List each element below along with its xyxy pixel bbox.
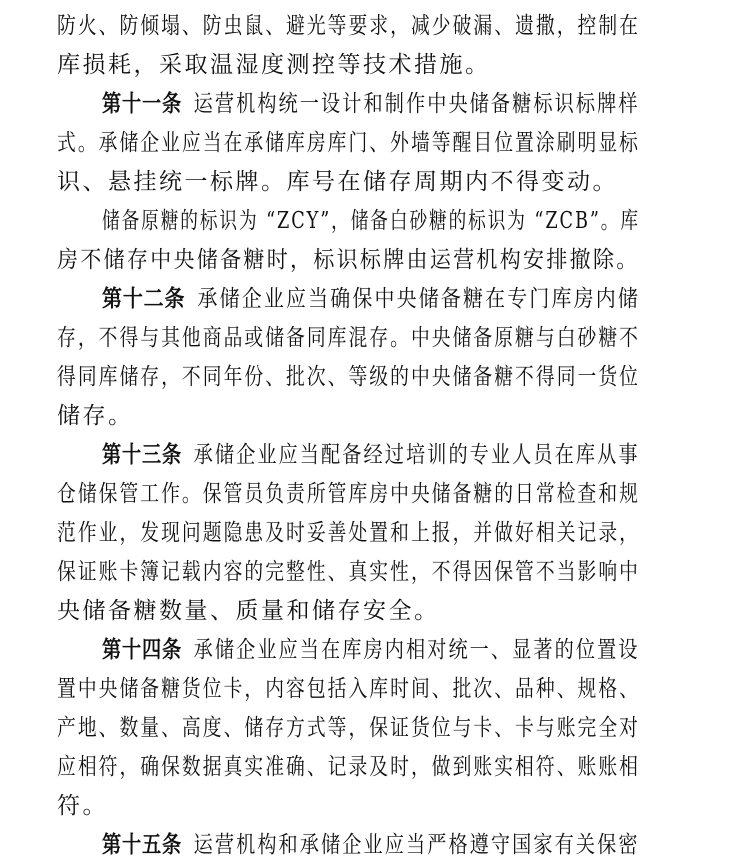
text-segment: 运营机构统一设计和制作中央储备糖标识标牌样 xyxy=(193,91,640,117)
text-segment: 承储企业应当在库房内相对统一、显著的位置设 xyxy=(193,637,640,663)
article-15-label: 第十五条 xyxy=(102,832,182,858)
article-13-line xyxy=(102,437,640,473)
text-segment: 承储企业应当配备经过培训的专业人员在库从事 xyxy=(193,442,640,468)
text-line: 储备原糖的标识为 “ZCY”，储备白砂糖的标识为 “ZCB”。库 xyxy=(102,208,640,234)
text-segment: 运营机构和承储企业应当严格遵守国家有关保密 xyxy=(193,832,640,858)
text-line: 储存。 xyxy=(57,403,134,429)
text-line: 置中央储备糖货位卡，内容包括入库时间、批次、品种、规格、 xyxy=(57,676,640,702)
article-12-line xyxy=(102,281,640,317)
article-11-label: 第十一条 xyxy=(102,91,182,117)
text-line: 识、悬挂统一标牌。库号在储存周期内不得变动。 xyxy=(57,169,618,195)
article-14-label: 第十四条 xyxy=(102,637,182,663)
text-line: 符。 xyxy=(57,793,108,819)
text-line: 范作业，发现问题隐患及时妥善处置和上报，并做好相关记录， xyxy=(57,520,640,546)
article-13-label: 第十三条 xyxy=(102,442,182,468)
article-12-label: 第十二条 xyxy=(102,286,186,312)
text-segment: 承储企业应当确保中央储备糖在专门库房内储 xyxy=(197,286,640,312)
text-line: 央储备糖数量、质量和储存安全。 xyxy=(57,598,440,624)
article-11-line xyxy=(102,86,640,122)
article-15-line xyxy=(102,827,640,863)
text-line: 房不储存中央储备糖时，标识标牌由运营机构安排撤除。 xyxy=(57,247,640,273)
text-line: 式。承储企业应当在承储库房库门、外墙等醒目位置涂刷明显标 xyxy=(57,130,640,156)
text-line: 产地、数量、高度、储存方式等，保证货位与卡、卡与账完全对 xyxy=(57,715,640,741)
text-line: 得同库储存，不同年份、批次、等级的中央储备糖不得同一货位 xyxy=(57,364,640,390)
article-14-line xyxy=(102,632,640,668)
text-line: 仓储保管工作。保管员负责所管库房中央储备糖的日常检查和规 xyxy=(57,481,640,507)
text-line: 存，不得与其他商品或储备同库混存。中央储备原糖与白砂糖不 xyxy=(57,325,640,351)
text-line: 防火、防倾塌、防虫鼠、避光等要求，减少破漏、遗撒，控制在 xyxy=(57,13,640,39)
text-line: 保证账卡簿记载内容的完整性、真实性，不得因保管不当影响中 xyxy=(57,559,640,585)
text-line: 应相符，确保数据真实准确、记录及时，做到账实相符、账账相 xyxy=(57,754,640,780)
text-line: 库损耗，采取温湿度测控等技术措施。 xyxy=(57,52,491,78)
